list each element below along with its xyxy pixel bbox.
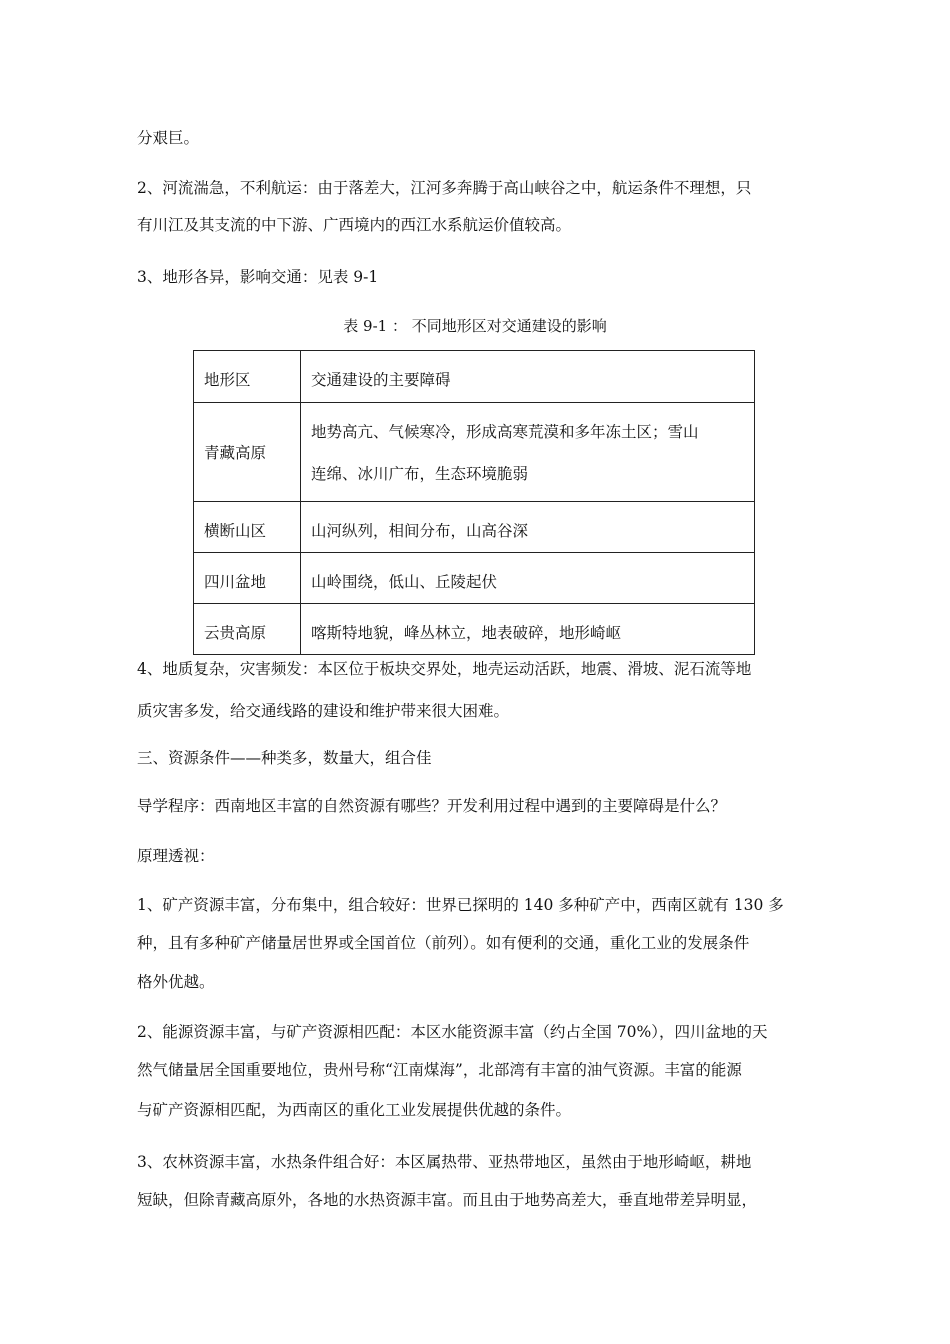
paragraph-line: 3、地形各异，影响交通：见表 9-1 — [137, 268, 379, 286]
obstacle-text: 连绵、冰川广布，生态环境脆弱 — [311, 465, 529, 483]
section-heading: 三、资源条件——种类多，数量大，组合佳 — [137, 749, 432, 767]
table-row — [194, 502, 755, 553]
region-cell: 四川盆地 — [194, 553, 301, 604]
paragraph-line: 然气储量居全国重要地位，贵州号称“江南煤海”，北部湾有丰富的油气资源。丰富的能源 — [137, 1061, 742, 1079]
paragraph-line: 质灾害多发，给交通线路的建设和维护带来很大困难。 — [137, 702, 510, 720]
paragraph-line: 与矿产资源相匹配，为西南区的重化工业发展提供优越的条件。 — [137, 1101, 572, 1119]
paragraph-line: 有川江及其支流的中下游、广西境内的西江水系航运价值较高。 — [137, 216, 572, 234]
paragraph-line: 格外优越。 — [137, 973, 215, 991]
terrain-table — [193, 350, 755, 655]
paragraph-line: 导学程序：西南地区丰富的自然资源有哪些？开发利用过程中遇到的主要障碍是什么？ — [137, 797, 727, 815]
table-row — [194, 604, 755, 655]
table-header-cell: 地形区 — [194, 351, 301, 403]
region-label: 青藏高原 — [204, 444, 267, 462]
paragraph-line: 1、矿产资源丰富，分布集中，组合较好：世界已探明的 140 多种矿产中，西南区就有 130 多 — [137, 896, 784, 914]
table-header-row — [194, 351, 755, 403]
region-cell: 云贵高原 — [194, 604, 301, 655]
region-cell: 横断山区 — [194, 502, 301, 553]
paragraph-line: 2、能源资源丰富，与矿产资源相匹配：本区水能资源丰富（约占全国 70%），四川盆地的天 — [137, 1023, 768, 1041]
table-row — [194, 403, 755, 502]
paragraph-line: 种，且有多种矿产储量居世界或全国首位（前列）。如有便利的交通，重化工业的发展条件 — [137, 934, 750, 952]
obstacle-cell: 喀斯特地貌，峰丛林立，地表破碎，地形崎岖 — [301, 604, 755, 655]
paragraph-line: 2、河流湍急，不利航运：由于落差大，江河多奔腾于高山峡谷之中，航运条件不理想，只 — [137, 179, 752, 197]
table-header-cell: 交通建设的主要障碍 — [301, 351, 755, 403]
table-caption: 表 9-1 ： 不同地形区对交通建设的影响 — [343, 317, 607, 335]
paragraph-line: 3、农林资源丰富，水热条件组合好：本区属热带、亚热带地区，虽然由于地形崎岖，耕地 — [137, 1153, 752, 1171]
obstacle-cell — [301, 403, 755, 502]
paragraph-line: 4、地质复杂，灾害频发：本区位于板块交界处，地壳运动活跃，地震、滑坡、泥石流等地 — [137, 660, 752, 678]
paragraph-line: 短缺，但除青藏高原外，各地的水热资源丰富。而且由于地势高差大，垂直地带差异明显， — [137, 1191, 758, 1209]
paragraph-line: 原理透视： — [137, 847, 215, 865]
paragraph-line: 分艰巨。 — [137, 129, 200, 147]
obstacle-text: 地势高亢、气候寒冷，形成高寒荒漠和多年冻土区；雪山 — [311, 423, 699, 441]
obstacle-cell: 山河纵列，相间分布，山高谷深 — [301, 502, 755, 553]
table-row — [194, 553, 755, 604]
obstacle-cell: 山岭围绕，低山、丘陵起伏 — [301, 553, 755, 604]
region-cell — [194, 403, 301, 502]
